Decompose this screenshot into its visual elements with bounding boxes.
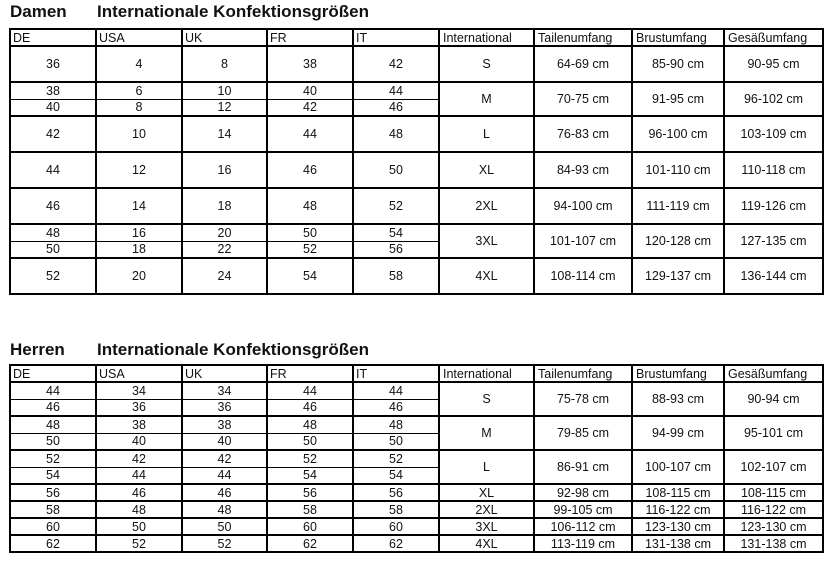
size-cell-it: 52 bbox=[353, 450, 439, 467]
size-cell-uk: 50 bbox=[182, 518, 267, 535]
size-cell-de: 50 bbox=[10, 241, 96, 258]
size-cell-de: 58 bbox=[10, 501, 96, 518]
size-cell-uk: 8 bbox=[182, 46, 267, 82]
size-cell-fr: 62 bbox=[267, 535, 353, 552]
waist-range: 108-114 cm bbox=[534, 258, 632, 294]
international-size: M bbox=[439, 416, 534, 450]
size-cell-uk: 42 bbox=[182, 450, 267, 467]
international-size: 2XL bbox=[439, 188, 534, 224]
waist-range: 101-107 cm bbox=[534, 224, 632, 258]
size-cell-it: 46 bbox=[353, 399, 439, 416]
size-cell-usa: 38 bbox=[96, 416, 182, 433]
column-header: USA bbox=[96, 365, 182, 382]
size-cell-uk: 36 bbox=[182, 399, 267, 416]
size-cell-it: 50 bbox=[353, 152, 439, 188]
size-cell-usa: 46 bbox=[96, 484, 182, 501]
size-cell-fr: 50 bbox=[267, 433, 353, 450]
size-cell-it: 54 bbox=[353, 224, 439, 241]
size-cell-usa: 34 bbox=[96, 382, 182, 399]
chest-range: 100-107 cm bbox=[632, 450, 724, 484]
header-row bbox=[10, 365, 823, 382]
international-size: 3XL bbox=[439, 224, 534, 258]
size-cell-uk: 10 bbox=[182, 82, 267, 99]
waist-range: 84-93 cm bbox=[534, 152, 632, 188]
size-cell-fr: 44 bbox=[267, 382, 353, 399]
size-cell-de: 60 bbox=[10, 518, 96, 535]
hip-range: 131-138 cm bbox=[724, 535, 823, 552]
table-row bbox=[10, 82, 823, 99]
hip-range: 103-109 cm bbox=[724, 116, 823, 152]
size-cell-usa: 10 bbox=[96, 116, 182, 152]
size-cell-de: 62 bbox=[10, 535, 96, 552]
waist-range: 94-100 cm bbox=[534, 188, 632, 224]
herren-title-gender: Herren bbox=[10, 340, 65, 359]
size-cell-usa: 52 bbox=[96, 535, 182, 552]
hip-range: 96-102 cm bbox=[724, 82, 823, 116]
column-header: Brustumfang bbox=[632, 365, 724, 382]
column-header: International bbox=[439, 29, 534, 46]
size-cell-fr: 46 bbox=[267, 399, 353, 416]
size-cell-uk: 52 bbox=[182, 535, 267, 552]
hip-range: 108-115 cm bbox=[724, 484, 823, 501]
chest-range: 131-138 cm bbox=[632, 535, 724, 552]
size-cell-it: 52 bbox=[353, 188, 439, 224]
size-cell-uk: 48 bbox=[182, 501, 267, 518]
size-cell-de: 40 bbox=[10, 99, 96, 116]
column-header: FR bbox=[267, 365, 353, 382]
hip-range: 127-135 cm bbox=[724, 224, 823, 258]
hip-range: 136-144 cm bbox=[724, 258, 823, 294]
size-cell-usa: 14 bbox=[96, 188, 182, 224]
waist-range: 79-85 cm bbox=[534, 416, 632, 450]
damen-title-text: Internationale Konfektionsgrößen bbox=[97, 2, 370, 21]
size-cell-fr: 54 bbox=[267, 258, 353, 294]
size-cell-de: 46 bbox=[10, 188, 96, 224]
hip-range: 119-126 cm bbox=[724, 188, 823, 224]
size-cell-it: 48 bbox=[353, 416, 439, 433]
hip-range: 95-101 cm bbox=[724, 416, 823, 450]
chest-range: 108-115 cm bbox=[632, 484, 724, 501]
size-cell-usa: 8 bbox=[96, 99, 182, 116]
size-cell-it: 60 bbox=[353, 518, 439, 535]
chest-range: 123-130 cm bbox=[632, 518, 724, 535]
size-cell-usa: 20 bbox=[96, 258, 182, 294]
chest-range: 129-137 cm bbox=[632, 258, 724, 294]
waist-range: 99-105 cm bbox=[534, 501, 632, 518]
size-cell-fr: 58 bbox=[267, 501, 353, 518]
table-row bbox=[10, 518, 823, 535]
chest-range: 120-128 cm bbox=[632, 224, 724, 258]
size-cell-usa: 6 bbox=[96, 82, 182, 99]
international-size: XL bbox=[439, 484, 534, 501]
column-header: Tailenumfang bbox=[534, 29, 632, 46]
size-cell-it: 46 bbox=[353, 99, 439, 116]
damen-title-gender: Damen bbox=[10, 2, 67, 21]
herren-title bbox=[10, 340, 369, 360]
size-cell-usa: 16 bbox=[96, 224, 182, 241]
size-cell-uk: 16 bbox=[182, 152, 267, 188]
size-cell-it: 44 bbox=[353, 82, 439, 99]
table-row bbox=[10, 116, 823, 152]
size-cell-fr: 60 bbox=[267, 518, 353, 535]
chest-range: 116-122 cm bbox=[632, 501, 724, 518]
size-cell-uk: 40 bbox=[182, 433, 267, 450]
size-cell-it: 58 bbox=[353, 501, 439, 518]
size-cell-usa: 40 bbox=[96, 433, 182, 450]
size-cell-de: 44 bbox=[10, 382, 96, 399]
size-cell-de: 36 bbox=[10, 46, 96, 82]
chest-range: 101-110 cm bbox=[632, 152, 724, 188]
column-header: DE bbox=[10, 365, 96, 382]
column-header: IT bbox=[353, 29, 439, 46]
herren-title-text: Internationale Konfektionsgrößen bbox=[97, 340, 370, 359]
international-size: 4XL bbox=[439, 258, 534, 294]
table-row bbox=[10, 450, 823, 467]
international-size: 3XL bbox=[439, 518, 534, 535]
size-cell-uk: 38 bbox=[182, 416, 267, 433]
international-size: 2XL bbox=[439, 501, 534, 518]
size-cell-de: 52 bbox=[10, 450, 96, 467]
size-cell-de: 42 bbox=[10, 116, 96, 152]
waist-range: 75-78 cm bbox=[534, 382, 632, 416]
hip-range: 116-122 cm bbox=[724, 501, 823, 518]
size-cell-uk: 44 bbox=[182, 467, 267, 484]
damen-title bbox=[10, 2, 369, 22]
waist-range: 64-69 cm bbox=[534, 46, 632, 82]
size-cell-usa: 50 bbox=[96, 518, 182, 535]
size-cell-de: 54 bbox=[10, 467, 96, 484]
international-size: L bbox=[439, 116, 534, 152]
column-header: IT bbox=[353, 365, 439, 382]
size-cell-fr: 52 bbox=[267, 241, 353, 258]
table-row bbox=[10, 484, 823, 501]
size-cell-it: 44 bbox=[353, 382, 439, 399]
size-cell-fr: 50 bbox=[267, 224, 353, 241]
size-cell-uk: 18 bbox=[182, 188, 267, 224]
size-cell-fr: 46 bbox=[267, 152, 353, 188]
table-row bbox=[10, 382, 823, 399]
damen-size-table bbox=[9, 28, 824, 295]
column-header: Brustumfang bbox=[632, 29, 724, 46]
hip-range: 123-130 cm bbox=[724, 518, 823, 535]
waist-range: 70-75 cm bbox=[534, 82, 632, 116]
chest-range: 88-93 cm bbox=[632, 382, 724, 416]
size-cell-usa: 36 bbox=[96, 399, 182, 416]
size-cell-it: 56 bbox=[353, 241, 439, 258]
international-size: 4XL bbox=[439, 535, 534, 552]
waist-range: 113-119 cm bbox=[534, 535, 632, 552]
column-header: International bbox=[439, 365, 534, 382]
size-cell-it: 56 bbox=[353, 484, 439, 501]
size-cell-de: 38 bbox=[10, 82, 96, 99]
size-cell-uk: 12 bbox=[182, 99, 267, 116]
size-cell-de: 44 bbox=[10, 152, 96, 188]
size-cell-fr: 48 bbox=[267, 416, 353, 433]
waist-range: 76-83 cm bbox=[534, 116, 632, 152]
hip-range: 90-95 cm bbox=[724, 46, 823, 82]
table-row bbox=[10, 535, 823, 552]
waist-range: 92-98 cm bbox=[534, 484, 632, 501]
size-cell-de: 56 bbox=[10, 484, 96, 501]
column-header: UK bbox=[182, 29, 267, 46]
size-cell-usa: 48 bbox=[96, 501, 182, 518]
table-row bbox=[10, 188, 823, 224]
size-cell-fr: 52 bbox=[267, 450, 353, 467]
header-row bbox=[10, 29, 823, 46]
column-header: DE bbox=[10, 29, 96, 46]
chest-range: 111-119 cm bbox=[632, 188, 724, 224]
herren-size-table bbox=[9, 364, 824, 553]
column-header: FR bbox=[267, 29, 353, 46]
column-header: UK bbox=[182, 365, 267, 382]
chest-range: 85-90 cm bbox=[632, 46, 724, 82]
size-cell-fr: 54 bbox=[267, 467, 353, 484]
table-row bbox=[10, 152, 823, 188]
international-size: XL bbox=[439, 152, 534, 188]
size-cell-uk: 34 bbox=[182, 382, 267, 399]
size-cell-uk: 20 bbox=[182, 224, 267, 241]
column-header: USA bbox=[96, 29, 182, 46]
column-header: Gesäßumfang bbox=[724, 365, 823, 382]
chest-range: 96-100 cm bbox=[632, 116, 724, 152]
size-cell-usa: 12 bbox=[96, 152, 182, 188]
size-cell-uk: 22 bbox=[182, 241, 267, 258]
size-cell-it: 62 bbox=[353, 535, 439, 552]
chest-range: 91-95 cm bbox=[632, 82, 724, 116]
size-cell-it: 50 bbox=[353, 433, 439, 450]
table-row bbox=[10, 416, 823, 433]
table-row bbox=[10, 46, 823, 82]
size-cell-fr: 44 bbox=[267, 116, 353, 152]
hip-range: 110-118 cm bbox=[724, 152, 823, 188]
table-row bbox=[10, 224, 823, 241]
size-cell-fr: 42 bbox=[267, 99, 353, 116]
size-cell-fr: 40 bbox=[267, 82, 353, 99]
size-cell-usa: 18 bbox=[96, 241, 182, 258]
international-size: S bbox=[439, 382, 534, 416]
column-header: Gesäßumfang bbox=[724, 29, 823, 46]
size-cell-it: 48 bbox=[353, 116, 439, 152]
size-cell-it: 58 bbox=[353, 258, 439, 294]
column-header: Tailenumfang bbox=[534, 365, 632, 382]
size-cell-uk: 14 bbox=[182, 116, 267, 152]
size-cell-usa: 42 bbox=[96, 450, 182, 467]
waist-range: 106-112 cm bbox=[534, 518, 632, 535]
hip-range: 90-94 cm bbox=[724, 382, 823, 416]
size-cell-de: 52 bbox=[10, 258, 96, 294]
table-row bbox=[10, 258, 823, 294]
size-cell-usa: 4 bbox=[96, 46, 182, 82]
size-cell-it: 42 bbox=[353, 46, 439, 82]
size-cell-de: 46 bbox=[10, 399, 96, 416]
size-cell-fr: 48 bbox=[267, 188, 353, 224]
size-cell-it: 54 bbox=[353, 467, 439, 484]
size-cell-de: 48 bbox=[10, 416, 96, 433]
table-row bbox=[10, 501, 823, 518]
size-cell-usa: 44 bbox=[96, 467, 182, 484]
size-cell-uk: 46 bbox=[182, 484, 267, 501]
size-cell-de: 50 bbox=[10, 433, 96, 450]
international-size: L bbox=[439, 450, 534, 484]
international-size: S bbox=[439, 46, 534, 82]
waist-range: 86-91 cm bbox=[534, 450, 632, 484]
international-size: M bbox=[439, 82, 534, 116]
hip-range: 102-107 cm bbox=[724, 450, 823, 484]
chest-range: 94-99 cm bbox=[632, 416, 724, 450]
size-cell-fr: 56 bbox=[267, 484, 353, 501]
size-cell-uk: 24 bbox=[182, 258, 267, 294]
size-cell-de: 48 bbox=[10, 224, 96, 241]
size-cell-fr: 38 bbox=[267, 46, 353, 82]
